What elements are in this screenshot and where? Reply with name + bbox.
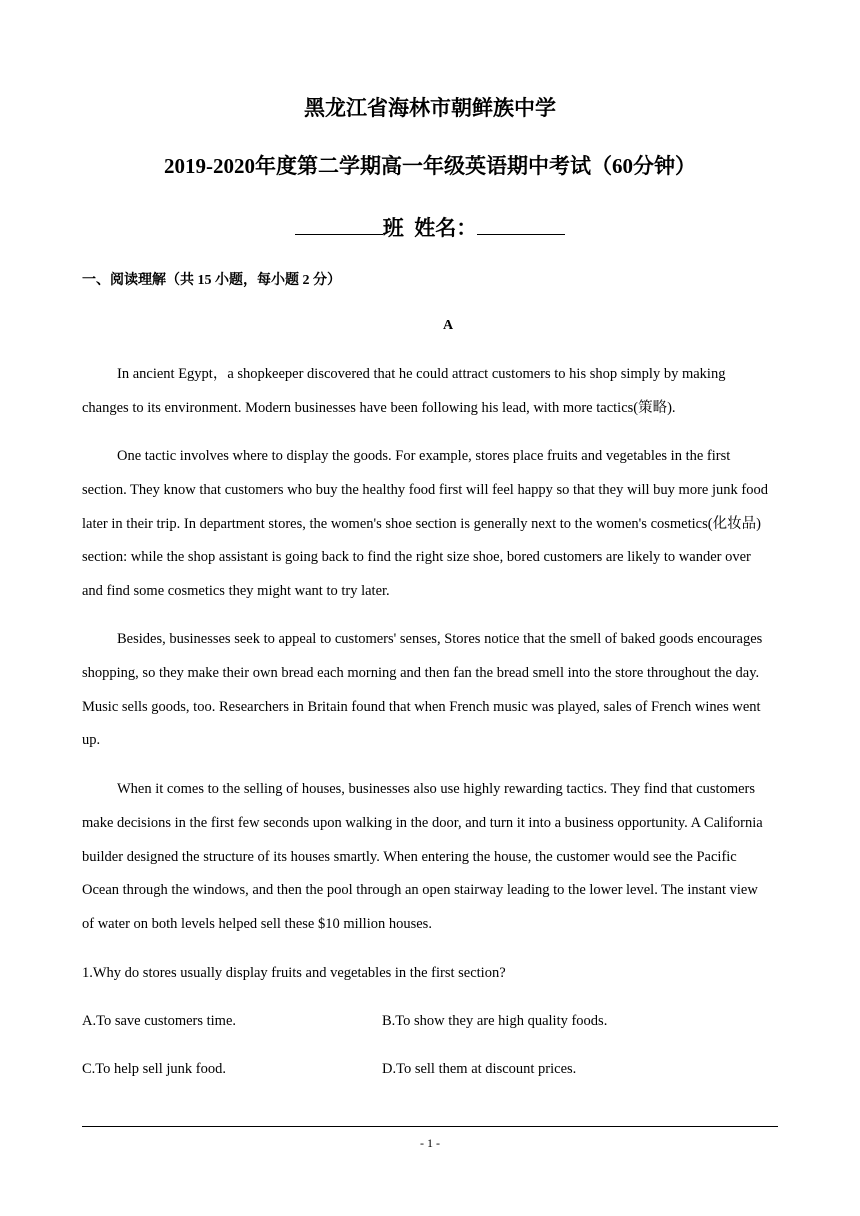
school-title: 黑龙江省海林市朝鲜族中学 <box>304 96 556 120</box>
paragraph-4: When it comes to the selling of houses, businesses also use highly rewarding tactics. They find that customers make decisions in the first few seconds upon walking in the door, and turn it into a business opportunity. A California builder designed the structure of its houses smartly. When entering the house, the customer would see the Pacific Ocean through the windows, and then the pool through an open stairway leading to the lower level. The instant view of water on both levels helped sell these $10 million houses. <box>82 781 763 933</box>
question-stem: 1.Why do stores usually display fruits and vegetables in the first section? <box>82 965 506 981</box>
class-blank <box>295 216 383 235</box>
paragraph-2: One tactic involves where to display the goods. For example, stores place fruits and vegetables in the first section. They know that customers who buy the healthy food first will feel happy so that they will buy more junk food later in their trip. In department stores, the women's shoe section is generally next to the women's cosmetics(化妆品) section: while the shop assistant is going back to find the right size shoe, bored customers are likely to wander over and find some cosmetics they might want to try later. <box>82 448 768 600</box>
class-label: 班 <box>382 216 404 240</box>
page-number: - 1 - <box>420 1136 440 1150</box>
paragraph-1: In ancient Egypt，a shopkeeper discovered that he could attract customers to his shop simply by making changes to its environment. Modern businesses have been following his lead, with more tactics(策略). <box>82 366 726 416</box>
student-info-line <box>0 212 860 242</box>
option-b: B.To show they are high quality foods. <box>382 1013 608 1029</box>
option-a: A.To save customers time. <box>82 1013 237 1029</box>
paragraph-3: Besides, businesses seek to appeal to customers' senses, Stores notice that the smell of baked goods encourages shopping, so they make their own bread each morning and then fan the bread smell into the store throughout the day. Music sells goods, too. Researchers in Britain found that when French music was played, sales of French wines went up. <box>82 631 763 749</box>
exam-title: 2019-2020年度第二学期高一年级英语期中考试（60分钟） <box>164 154 696 178</box>
option-d: D.To sell them at discount prices. <box>382 1061 577 1077</box>
name-label: 姓名： <box>414 216 478 240</box>
passage-label: A <box>442 318 454 333</box>
name-blank <box>477 216 565 235</box>
footer-divider <box>82 1126 778 1127</box>
section-heading: 一、阅读理解（共 15 小题，每小题 2 分） <box>82 273 341 288</box>
option-c: C.To help sell junk food. <box>82 1061 226 1077</box>
